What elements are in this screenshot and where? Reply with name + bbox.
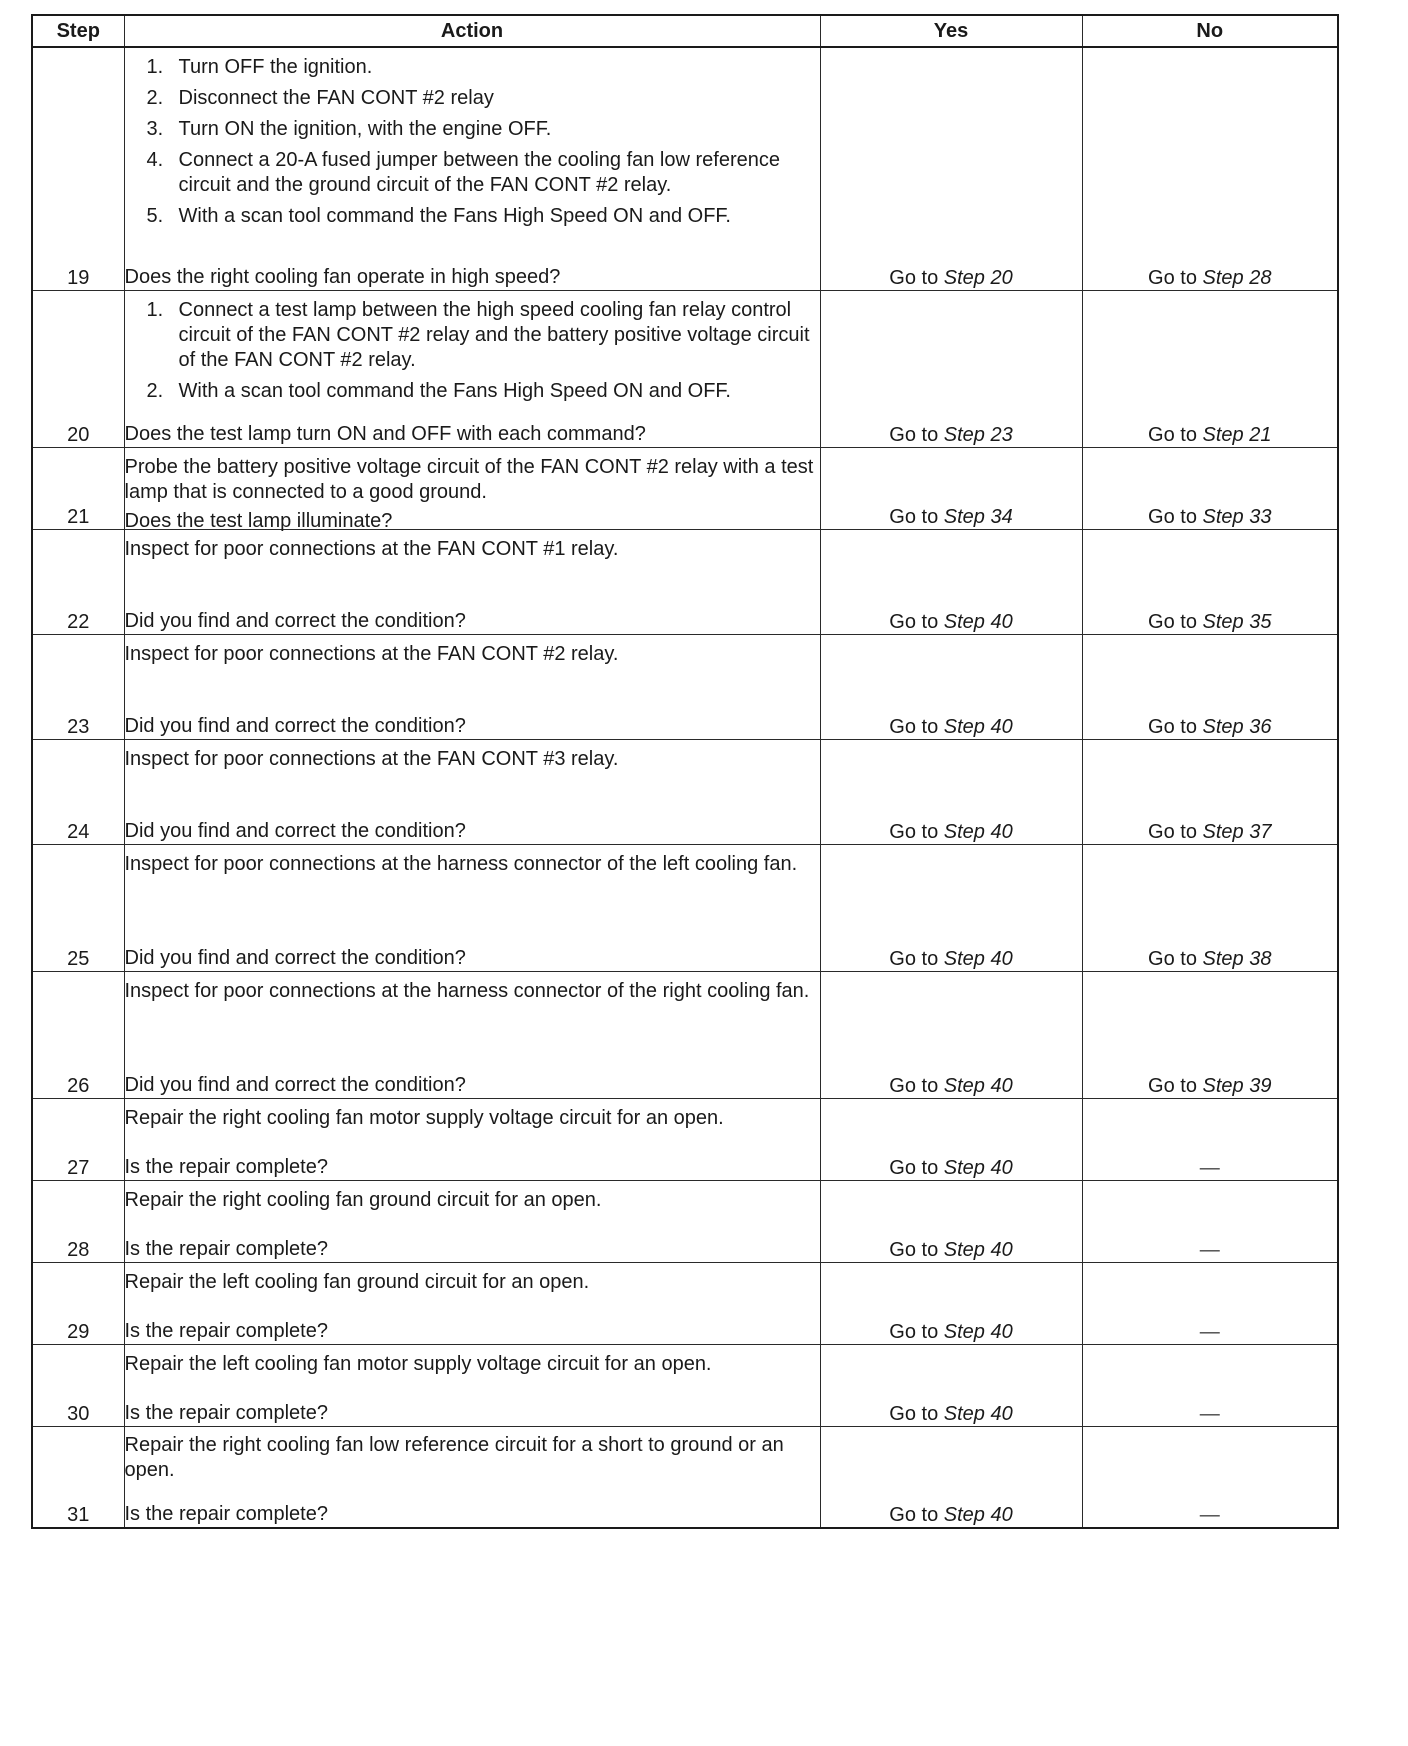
action-step-text: Disconnect the FAN CONT #2 relay	[178, 86, 494, 109]
no-result	[1082, 290, 1338, 447]
no-not-applicable: —	[1082, 1098, 1338, 1180]
step-number: 21	[32, 447, 124, 529]
table-row	[32, 1426, 1338, 1528]
yes-result	[820, 47, 1082, 290]
no-not-applicable: —	[1082, 1180, 1338, 1262]
yes-result	[820, 447, 1082, 529]
action-step-item	[125, 86, 820, 111]
goto-prefix: Go to	[889, 1074, 944, 1097]
header-action: Action	[124, 15, 820, 47]
no-result	[1082, 447, 1338, 529]
goto-prefix: Go to	[1148, 1074, 1203, 1097]
action-question: Did you find and correct the condition?	[124, 714, 466, 737]
step-reference: Step 28	[1202, 266, 1272, 289]
table-row	[32, 447, 1338, 529]
action-step-text: With a scan tool command the Fans High Speed ON and OFF.	[178, 379, 731, 402]
table-body	[32, 47, 1338, 1528]
yes-result	[820, 971, 1082, 1098]
no-result	[1082, 971, 1338, 1098]
step-reference: Step 36	[1202, 715, 1272, 738]
diagnostic-table-page	[31, 14, 1337, 1529]
step-reference: Step 40	[943, 1156, 1013, 1179]
action-cell	[124, 1180, 820, 1262]
action-question: Is the repair complete?	[124, 1319, 328, 1342]
no-not-applicable: —	[1082, 1426, 1338, 1528]
action-step-number: 1.	[146, 298, 164, 321]
action-step-item	[125, 55, 820, 80]
goto-prefix: Go to	[1148, 505, 1203, 528]
yes-result	[820, 1098, 1082, 1180]
step-number: 24	[32, 739, 124, 844]
step-reference: Step 40	[943, 947, 1013, 970]
step-number: 29	[32, 1262, 124, 1344]
action-step-item	[125, 148, 820, 198]
action-question: Does the test lamp turn ON and OFF with each command?	[124, 422, 646, 445]
step-reference: Step 35	[1202, 610, 1272, 633]
yes-result	[820, 739, 1082, 844]
table-row	[32, 844, 1338, 971]
step-number: 25	[32, 844, 124, 971]
goto-prefix: Go to	[889, 266, 944, 289]
table-row	[32, 47, 1338, 290]
table-row	[32, 634, 1338, 739]
action-question: Did you find and correct the condition?	[124, 1073, 466, 1096]
action-step-item	[125, 379, 820, 404]
action-cell	[124, 290, 820, 447]
action-cell	[124, 1344, 820, 1426]
step-reference: Step 40	[943, 1320, 1013, 1343]
action-instruction: Probe the battery positive voltage circuit of the FAN CONT #2 relay with a test lamp that is connected to a good ground.	[124, 455, 814, 503]
step-reference: Step 40	[943, 1402, 1013, 1425]
step-reference: Step 40	[943, 1238, 1013, 1261]
step-number: 20	[32, 290, 124, 447]
action-instruction: Repair the right cooling fan low reference circuit for a short to ground or an open.	[124, 1434, 784, 1481]
action-steps-list	[125, 55, 820, 229]
action-question: Is the repair complete?	[124, 1155, 328, 1178]
step-reference: Step 40	[943, 610, 1013, 633]
step-reference: Step 33	[1202, 505, 1272, 528]
step-number: 31	[32, 1426, 124, 1528]
action-instruction: Repair the right cooling fan ground circuit for an open.	[124, 1188, 602, 1211]
step-reference: Step 40	[943, 820, 1013, 843]
header-no: No	[1082, 15, 1338, 47]
action-question: Is the repair complete?	[124, 1401, 328, 1424]
goto-prefix: Go to	[1148, 820, 1203, 843]
yes-result	[820, 1180, 1082, 1262]
action-cell	[124, 844, 820, 971]
step-reference: Step 23	[943, 423, 1013, 446]
yes-result	[820, 1344, 1082, 1426]
header-step: Step	[32, 15, 124, 47]
table-row	[32, 739, 1338, 844]
action-step-text: Connect a test lamp between the high speed cooling fan relay control circuit of the FAN CONT #2 relay and the battery positive voltage circuit of the FAN CONT #2 relay.	[178, 298, 810, 371]
action-question: Is the repair complete?	[124, 1237, 328, 1260]
step-number: 19	[32, 47, 124, 290]
step-reference: Step 38	[1202, 947, 1272, 970]
header-row	[32, 15, 1338, 47]
goto-prefix: Go to	[889, 1402, 944, 1425]
action-step-item	[125, 117, 820, 142]
action-step-number: 1.	[146, 55, 164, 78]
action-instruction: Inspect for poor connections at the FAN CONT #2 relay.	[124, 642, 619, 665]
table-row	[32, 1098, 1338, 1180]
action-step-number: 2.	[146, 379, 164, 402]
goto-prefix: Go to	[889, 423, 944, 446]
no-result	[1082, 739, 1338, 844]
yes-result	[820, 634, 1082, 739]
action-cell	[124, 971, 820, 1098]
step-reference: Step 40	[943, 1504, 1013, 1526]
step-number: 28	[32, 1180, 124, 1262]
step-reference: Step 40	[943, 1074, 1013, 1097]
action-question: Did you find and correct the condition?	[124, 609, 466, 632]
yes-result	[820, 529, 1082, 634]
action-instruction: Inspect for poor connections at the FAN CONT #3 relay.	[124, 747, 619, 770]
no-result	[1082, 47, 1338, 290]
action-instruction: Repair the left cooling fan motor supply voltage circuit for an open.	[124, 1352, 712, 1375]
step-reference: Step 39	[1202, 1074, 1272, 1097]
no-result	[1082, 844, 1338, 971]
no-not-applicable: —	[1082, 1344, 1338, 1426]
goto-prefix: Go to	[889, 947, 944, 970]
goto-prefix: Go to	[889, 715, 944, 738]
goto-prefix: Go to	[889, 610, 944, 633]
yes-result	[820, 1262, 1082, 1344]
goto-prefix: Go to	[889, 1156, 944, 1179]
action-cell	[124, 529, 820, 634]
table-row	[32, 529, 1338, 634]
table-row	[32, 1344, 1338, 1426]
action-instruction: Repair the left cooling fan ground circuit for an open.	[124, 1270, 590, 1293]
action-question: Did you find and correct the condition?	[124, 819, 466, 842]
table-row	[32, 971, 1338, 1098]
action-cell	[124, 634, 820, 739]
action-instruction: Inspect for poor connections at the harness connector of the right cooling fan.	[124, 979, 810, 1002]
step-number: 22	[32, 529, 124, 634]
action-instruction: Inspect for poor connections at the harness connector of the left cooling fan.	[124, 852, 798, 875]
no-result	[1082, 529, 1338, 634]
action-cell	[124, 447, 820, 532]
step-reference: Step 40	[943, 715, 1013, 738]
action-cell	[124, 1426, 820, 1528]
goto-prefix: Go to	[1148, 947, 1203, 970]
action-question: Does the test lamp illuminate?	[124, 509, 393, 532]
step-number: 26	[32, 971, 124, 1098]
action-instruction: Repair the right cooling fan motor supply voltage circuit for an open.	[124, 1106, 724, 1129]
goto-prefix: Go to	[889, 1320, 944, 1343]
goto-prefix: Go to	[1148, 715, 1203, 738]
no-result	[1082, 634, 1338, 739]
step-reference: Step 21	[1202, 423, 1272, 446]
action-step-item	[125, 204, 820, 229]
action-step-number: 5.	[146, 204, 164, 227]
goto-prefix: Go to	[889, 1504, 944, 1526]
goto-prefix: Go to	[889, 1238, 944, 1261]
action-cell	[124, 1098, 820, 1180]
no-not-applicable: —	[1082, 1262, 1338, 1344]
step-reference: Step 20	[943, 266, 1013, 289]
action-question: Is the repair complete?	[124, 1503, 328, 1525]
action-step-text: Connect a 20-A fused jumper between the cooling fan low reference circuit and the ground circuit of the FAN CONT #2 relay.	[178, 148, 780, 196]
table-row	[32, 290, 1338, 447]
action-cell	[124, 47, 820, 290]
action-step-item	[125, 298, 820, 373]
yes-result	[820, 1426, 1082, 1528]
goto-prefix: Go to	[889, 820, 944, 843]
yes-result	[820, 290, 1082, 447]
step-number: 23	[32, 634, 124, 739]
goto-prefix: Go to	[1148, 423, 1203, 446]
action-step-text: Turn ON the ignition, with the engine OFF.	[178, 117, 552, 140]
step-number: 30	[32, 1344, 124, 1426]
action-step-text: Turn OFF the ignition.	[178, 55, 373, 78]
action-step-number: 3.	[146, 117, 164, 140]
action-step-number: 2.	[146, 86, 164, 109]
action-question: Did you find and correct the condition?	[124, 946, 466, 969]
step-number: 27	[32, 1098, 124, 1180]
goto-prefix: Go to	[1148, 266, 1203, 289]
diagnostic-table	[31, 14, 1339, 1529]
action-cell	[124, 1262, 820, 1344]
action-steps-list	[125, 298, 820, 404]
goto-prefix: Go to	[889, 505, 944, 528]
action-step-text: With a scan tool command the Fans High Speed ON and OFF.	[178, 204, 731, 227]
action-cell	[124, 739, 820, 844]
table-row	[32, 1262, 1338, 1344]
step-reference: Step 34	[943, 505, 1013, 528]
yes-result	[820, 844, 1082, 971]
goto-prefix: Go to	[1148, 610, 1203, 633]
action-step-number: 4.	[146, 148, 164, 171]
table-row	[32, 1180, 1338, 1262]
header-yes: Yes	[820, 15, 1082, 47]
action-question: Does the right cooling fan operate in high speed?	[124, 265, 561, 288]
step-reference: Step 37	[1202, 820, 1272, 843]
action-instruction: Inspect for poor connections at the FAN CONT #1 relay.	[124, 537, 619, 560]
